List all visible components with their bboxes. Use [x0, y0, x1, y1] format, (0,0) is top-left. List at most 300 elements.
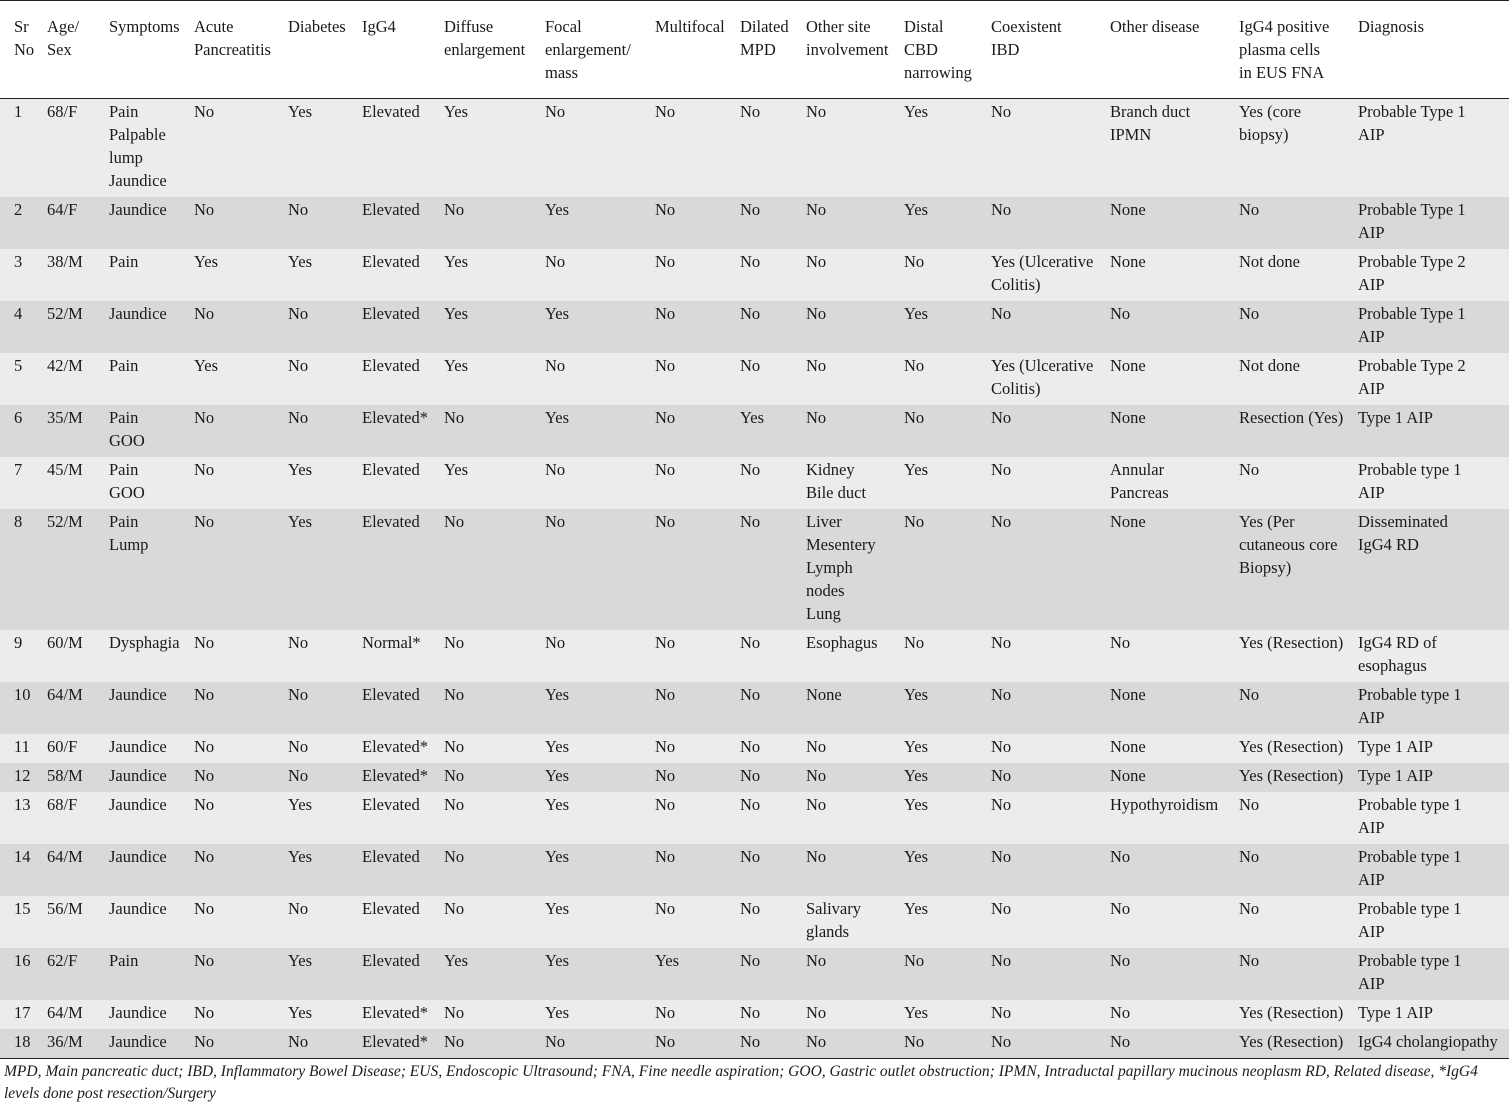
cell-text: Pain [109, 408, 139, 427]
cell-acute-pancreatitis [190, 630, 284, 682]
cell-text: Esophagus [806, 633, 878, 652]
table-footnote: MPD, Main pancreatic duct; IBD, Inflammatory Bowel Disease; EUS, Endoscopic Ultrasound; FNA, Fine needle aspiration; GOO, Gastric outlet obstruction; IPMN, Intraductal papillary mucinous neoplasm RD, Related disease, *IgG4 levels done post resection/Surgery [4, 1063, 1478, 1102]
cell-symptoms [105, 630, 190, 682]
cell-diagnosis [1354, 844, 1509, 896]
cell-text: 3 [14, 252, 23, 271]
cell-focal-enlargement [541, 405, 651, 457]
cell-text: No [991, 102, 1012, 121]
cell-text: No [444, 1032, 465, 1051]
cell-diagnosis [1354, 763, 1509, 792]
cell-text: Pain [109, 356, 139, 375]
cell-distal-cbd-narrowing [900, 844, 987, 896]
cell-text: No [904, 408, 925, 427]
cell-text: No [991, 847, 1012, 866]
cell-text: Probable Type 1 [1358, 304, 1466, 323]
cell-symptoms [105, 1029, 190, 1059]
cell-focal-enlargement [541, 630, 651, 682]
column-header-line: IBD [991, 40, 1020, 59]
cell-text: AIP [1358, 708, 1385, 727]
cell-text: No [991, 512, 1012, 531]
cell-text: No [194, 460, 215, 479]
column-header-line: Diabetes [288, 17, 346, 36]
cell-diabetes [284, 509, 358, 630]
column-header-symptoms [105, 1, 190, 99]
cell-text: No [740, 685, 761, 704]
cell-text: Yes [545, 899, 570, 918]
cell-text: No [194, 304, 215, 323]
cell-dilated-mpd [736, 734, 802, 763]
cell-diffuse-enlargement [440, 249, 541, 301]
cell-sr-no [0, 734, 43, 763]
cell-coexistent-ibd [987, 1029, 1106, 1059]
cell-age-sex [43, 197, 105, 249]
cell-dilated-mpd [736, 1000, 802, 1029]
cell-text: Yes [904, 102, 929, 121]
cell-other-site-involvement [802, 763, 900, 792]
cell-text: No [545, 1032, 566, 1051]
cell-text: No [806, 847, 827, 866]
cell-other-disease [1106, 197, 1235, 249]
cell-igg4-plasma-cells [1235, 896, 1354, 948]
cell-acute-pancreatitis [190, 763, 284, 792]
cell-text: 38/M [47, 252, 83, 271]
cell-diffuse-enlargement [440, 197, 541, 249]
cell-text: No [545, 252, 566, 271]
cell-other-disease [1106, 99, 1235, 198]
cell-text: No [806, 408, 827, 427]
cell-igg4 [358, 763, 440, 792]
cell-text: No [655, 200, 676, 219]
cell-dilated-mpd [736, 844, 802, 896]
cell-text: Elevated [362, 685, 420, 704]
cell-text: No [444, 737, 465, 756]
cell-sr-no [0, 99, 43, 198]
cell-text: Elevated [362, 795, 420, 814]
cell-text: None [1110, 766, 1146, 785]
cell-text: No [288, 304, 309, 323]
column-header-line: MPD [740, 40, 776, 59]
cell-text: No [806, 200, 827, 219]
cell-text: No [194, 200, 215, 219]
cell-text: No [1239, 795, 1260, 814]
cell-text: Lymph [806, 558, 853, 577]
table-row [0, 1000, 1509, 1029]
cell-sr-no [0, 948, 43, 1000]
cell-focal-enlargement [541, 197, 651, 249]
cell-diagnosis [1354, 734, 1509, 763]
cell-text: No [991, 685, 1012, 704]
cell-text: AIP [1358, 818, 1385, 837]
table-row [0, 763, 1509, 792]
cell-text: No [740, 200, 761, 219]
cell-diabetes [284, 249, 358, 301]
cell-text: No [1110, 899, 1131, 918]
cell-text: No [545, 102, 566, 121]
cell-text: Yes [288, 1003, 313, 1022]
cell-text: Elevated [362, 847, 420, 866]
cell-distal-cbd-narrowing [900, 405, 987, 457]
cell-multifocal [651, 99, 736, 198]
cell-text: Branch duct [1110, 102, 1191, 121]
cell-text: No [740, 737, 761, 756]
cell-text: Elevated* [362, 408, 428, 427]
cell-coexistent-ibd [987, 301, 1106, 353]
cell-other-disease [1106, 682, 1235, 734]
cell-text: No [1239, 951, 1260, 970]
cell-text: Biopsy) [1239, 558, 1292, 577]
cell-text: No [991, 737, 1012, 756]
cell-text: No [194, 737, 215, 756]
cell-other-disease [1106, 509, 1235, 630]
cell-text: Yes [740, 408, 765, 427]
cell-text: Yes [904, 200, 929, 219]
cell-distal-cbd-narrowing [900, 197, 987, 249]
cell-text: 60/M [47, 633, 83, 652]
table-row [0, 630, 1509, 682]
cell-multifocal [651, 896, 736, 948]
cell-text: Type 1 AIP [1358, 408, 1433, 427]
cell-coexistent-ibd [987, 99, 1106, 198]
cell-text: No [655, 737, 676, 756]
cell-text: Palpable [109, 125, 166, 144]
table-row [0, 509, 1509, 630]
cell-coexistent-ibd [987, 844, 1106, 896]
cell-text: Pain [109, 460, 139, 479]
cell-age-sex [43, 405, 105, 457]
cell-diagnosis [1354, 948, 1509, 1000]
cell-text: No [655, 795, 676, 814]
cell-text: Elevated [362, 512, 420, 531]
cell-distal-cbd-narrowing [900, 682, 987, 734]
cell-text: Elevated* [362, 1032, 428, 1051]
cell-dilated-mpd [736, 509, 802, 630]
cell-text: Jaundice [109, 899, 167, 918]
cell-text: Yes [288, 847, 313, 866]
column-header-line: IgG4 [362, 17, 396, 36]
cell-other-site-involvement [802, 99, 900, 198]
cell-text: 35/M [47, 408, 83, 427]
cell-age-sex [43, 1029, 105, 1059]
cell-text: No [545, 512, 566, 531]
cell-text: No [194, 512, 215, 531]
cell-symptoms [105, 763, 190, 792]
cell-text: No [655, 102, 676, 121]
cell-igg4 [358, 99, 440, 198]
cell-text: Probable type 1 [1358, 951, 1462, 970]
column-header-line: No [14, 40, 35, 59]
table-row [0, 896, 1509, 948]
cell-text: Elevated [362, 304, 420, 323]
cell-text: No [444, 766, 465, 785]
cell-symptoms [105, 457, 190, 509]
cell-sr-no [0, 197, 43, 249]
cell-text: Jaundice [109, 1003, 167, 1022]
cell-other-site-involvement [802, 301, 900, 353]
cell-dilated-mpd [736, 197, 802, 249]
cell-text: No [444, 899, 465, 918]
cell-distal-cbd-narrowing [900, 630, 987, 682]
column-header-line: Other site [806, 17, 871, 36]
table-row [0, 1029, 1509, 1059]
cell-text: Yes [545, 200, 570, 219]
cell-igg4 [358, 457, 440, 509]
column-header-line: Diagnosis [1358, 17, 1424, 36]
cell-diffuse-enlargement [440, 99, 541, 198]
cell-text: IgG4 RD of [1358, 633, 1437, 652]
cell-symptoms [105, 249, 190, 301]
cell-text: Elevated [362, 951, 420, 970]
cell-coexistent-ibd [987, 682, 1106, 734]
column-header-line: Sr [14, 17, 29, 36]
column-header-line: Dilated [740, 17, 789, 36]
cell-igg4 [358, 405, 440, 457]
cell-text: No [288, 685, 309, 704]
cell-text: None [1110, 512, 1146, 531]
cell-diabetes [284, 405, 358, 457]
cell-text: No [740, 951, 761, 970]
cell-text: Yes [288, 102, 313, 121]
cell-acute-pancreatitis [190, 948, 284, 1000]
cell-diabetes [284, 1029, 358, 1059]
cell-text: Elevated* [362, 1003, 428, 1022]
cell-text: Yes (Resection) [1239, 766, 1344, 785]
cell-text: No [991, 200, 1012, 219]
cell-text: 60/F [47, 737, 78, 756]
cell-text: 64/M [47, 847, 83, 866]
column-header-line: Sex [47, 40, 72, 59]
cell-text: Elevated [362, 102, 420, 121]
cell-text: Jaundice [109, 304, 167, 323]
cell-text: No [740, 1003, 761, 1022]
cell-text: No [444, 1003, 465, 1022]
cell-text: Yes (Per [1239, 512, 1295, 531]
cell-focal-enlargement [541, 301, 651, 353]
cell-focal-enlargement [541, 249, 651, 301]
cell-age-sex [43, 844, 105, 896]
column-header-diagnosis [1354, 1, 1509, 99]
cell-igg4-plasma-cells [1235, 630, 1354, 682]
cell-symptoms [105, 844, 190, 896]
cell-diagnosis [1354, 353, 1509, 405]
cell-other-site-involvement [802, 405, 900, 457]
cell-distal-cbd-narrowing [900, 763, 987, 792]
cell-multifocal [651, 682, 736, 734]
cell-age-sex [43, 896, 105, 948]
cell-text: No [444, 408, 465, 427]
cell-text: Elevated* [362, 737, 428, 756]
cell-other-disease [1106, 457, 1235, 509]
cell-distal-cbd-narrowing [900, 734, 987, 763]
cell-text: Yes [655, 951, 680, 970]
cell-text: Yes [545, 951, 570, 970]
cell-text: Pain [109, 252, 139, 271]
cell-text: No [904, 356, 925, 375]
cell-text: None [1110, 737, 1146, 756]
cell-text: Elevated [362, 899, 420, 918]
cell-text: No [740, 633, 761, 652]
cell-igg4 [358, 1029, 440, 1059]
cell-text: No [991, 766, 1012, 785]
cell-text: GOO [109, 431, 145, 450]
cell-symptoms [105, 197, 190, 249]
table-header [0, 1, 1509, 99]
cell-text: No [806, 304, 827, 323]
cell-sr-no [0, 509, 43, 630]
cell-text: No [655, 1003, 676, 1022]
cell-text: Type 1 AIP [1358, 1003, 1433, 1022]
cell-diagnosis [1354, 792, 1509, 844]
cell-text: Yes [444, 304, 469, 323]
column-header-line: plasma cells [1239, 40, 1321, 59]
column-header-dilated-mpd [736, 1, 802, 99]
cell-text: No [904, 1032, 925, 1051]
cell-text: Yes [545, 766, 570, 785]
cell-text: AIP [1358, 223, 1385, 242]
cell-dilated-mpd [736, 99, 802, 198]
cell-coexistent-ibd [987, 896, 1106, 948]
cell-other-site-involvement [802, 249, 900, 301]
cell-text: No [655, 685, 676, 704]
cell-text: No [655, 633, 676, 652]
cell-dilated-mpd [736, 948, 802, 1000]
cell-coexistent-ibd [987, 249, 1106, 301]
cell-text: Bile duct [806, 483, 867, 502]
cell-diabetes [284, 197, 358, 249]
cell-distal-cbd-narrowing [900, 792, 987, 844]
cell-text: Probable type 1 [1358, 460, 1462, 479]
cell-text: No [288, 766, 309, 785]
cell-text: No [991, 633, 1012, 652]
cell-sr-no [0, 405, 43, 457]
cell-text: Yes (Resection) [1239, 1032, 1344, 1051]
cell-acute-pancreatitis [190, 457, 284, 509]
cell-text: Colitis) [991, 275, 1041, 294]
cell-age-sex [43, 682, 105, 734]
cell-text: Pancreas [1110, 483, 1169, 502]
cell-other-disease [1106, 405, 1235, 457]
cell-acute-pancreatitis [190, 1029, 284, 1059]
cell-diffuse-enlargement [440, 763, 541, 792]
cell-focal-enlargement [541, 844, 651, 896]
cell-text: Yes [904, 795, 929, 814]
cell-text: Yes [444, 102, 469, 121]
cell-other-site-involvement [802, 792, 900, 844]
cell-diffuse-enlargement [440, 457, 541, 509]
cell-symptoms [105, 948, 190, 1000]
cell-dilated-mpd [736, 249, 802, 301]
cell-diffuse-enlargement [440, 1029, 541, 1059]
cell-diffuse-enlargement [440, 844, 541, 896]
cell-other-disease [1106, 734, 1235, 763]
cell-focal-enlargement [541, 734, 651, 763]
cell-text: Yes [444, 356, 469, 375]
column-header-igg4 [358, 1, 440, 99]
cell-multifocal [651, 509, 736, 630]
cell-text: No [194, 951, 215, 970]
cell-text: Yes [444, 951, 469, 970]
cell-text: No [904, 512, 925, 531]
cell-text: No [194, 795, 215, 814]
cell-text: Yes (Resection) [1239, 1003, 1344, 1022]
cell-focal-enlargement [541, 99, 651, 198]
cell-diagnosis [1354, 509, 1509, 630]
cell-text: GOO [109, 483, 145, 502]
cell-diagnosis [1354, 630, 1509, 682]
cell-multifocal [651, 457, 736, 509]
cell-text: No [1110, 304, 1131, 323]
cell-sr-no [0, 896, 43, 948]
cell-coexistent-ibd [987, 734, 1106, 763]
column-header-line: enlargement/ [545, 40, 631, 59]
cell-other-disease [1106, 1029, 1235, 1059]
cell-text: No [288, 356, 309, 375]
cell-text: Jaundice [109, 685, 167, 704]
cell-multifocal [651, 948, 736, 1000]
cell-text: 62/F [47, 951, 78, 970]
cell-igg4-plasma-cells [1235, 197, 1354, 249]
cell-text: No [1110, 633, 1131, 652]
cell-text: None [1110, 252, 1146, 271]
cell-text: AIP [1358, 125, 1385, 144]
column-header-coexistent-ibd [987, 1, 1106, 99]
cell-text: No [1110, 1003, 1131, 1022]
cell-age-sex [43, 948, 105, 1000]
table-row [0, 353, 1509, 405]
cell-text: Yes [545, 847, 570, 866]
cell-text: Yes [904, 304, 929, 323]
column-header-line: mass [545, 63, 578, 82]
cell-text: 52/M [47, 512, 83, 531]
column-header-line: Symptoms [109, 17, 180, 36]
cell-text: 1 [14, 102, 23, 121]
cell-text: No [740, 356, 761, 375]
header-row [0, 1, 1509, 99]
cell-age-sex [43, 249, 105, 301]
cell-text: No [991, 1032, 1012, 1051]
cell-text: Jaundice [109, 766, 167, 785]
cell-symptoms [105, 682, 190, 734]
cell-distal-cbd-narrowing [900, 509, 987, 630]
cell-coexistent-ibd [987, 197, 1106, 249]
cell-igg4-plasma-cells [1235, 844, 1354, 896]
cell-text: 5 [14, 356, 23, 375]
cell-text: Jaundice [109, 171, 167, 190]
column-header-line: Pancreatitis [194, 40, 271, 59]
cell-multifocal [651, 1000, 736, 1029]
cell-text: Yes [288, 252, 313, 271]
cell-text: Disseminated [1358, 512, 1448, 531]
cell-diabetes [284, 763, 358, 792]
cell-text: Hypothyroidism [1110, 795, 1219, 814]
cell-text: Probable type 1 [1358, 899, 1462, 918]
cell-text: No [655, 304, 676, 323]
cell-text: Jaundice [109, 847, 167, 866]
cell-age-sex [43, 792, 105, 844]
cell-text: 36/M [47, 1032, 83, 1051]
cell-coexistent-ibd [987, 405, 1106, 457]
cell-text: No [806, 1032, 827, 1051]
cell-text: No [545, 460, 566, 479]
cell-acute-pancreatitis [190, 792, 284, 844]
cell-text: Probable Type 2 [1358, 356, 1466, 375]
cell-text: Probable Type 1 [1358, 102, 1466, 121]
cell-diabetes [284, 301, 358, 353]
cell-focal-enlargement [541, 1029, 651, 1059]
cell-text: 68/F [47, 795, 78, 814]
column-header-distal-cbd-narrowing [900, 1, 987, 99]
cell-text: No [806, 356, 827, 375]
cell-text: Yes [545, 737, 570, 756]
